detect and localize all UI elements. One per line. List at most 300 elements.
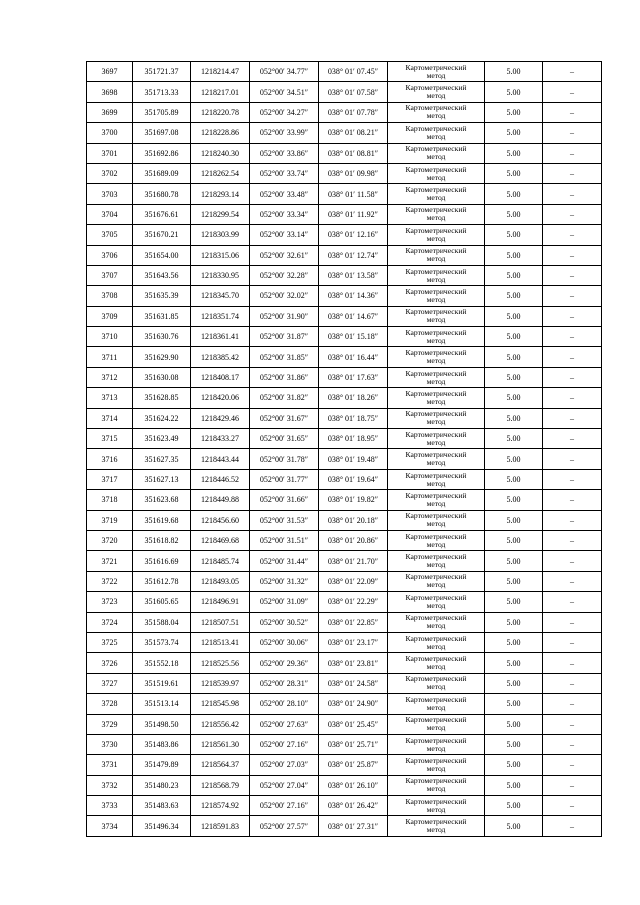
method-cell	[388, 306, 485, 326]
point-number-cell: 3699	[87, 102, 133, 122]
y-coordinate-cell: 1218564.37	[191, 755, 250, 775]
longitude-cell: 038° 01′ 07.45″	[319, 62, 388, 82]
longitude-cell: 038° 01′ 24.58″	[319, 673, 388, 693]
table-row	[87, 286, 602, 306]
method-line-2: метод	[426, 763, 446, 773]
point-number-cell: 3734	[87, 816, 133, 836]
accuracy-cell: 5.00	[485, 143, 543, 163]
x-coordinate-cell: 351573.74	[133, 632, 191, 652]
latitude-cell: 052°00′ 34.77″	[250, 62, 319, 82]
y-coordinate-cell: 1218345.70	[191, 286, 250, 306]
x-coordinate-cell: 351721.37	[133, 62, 191, 82]
y-coordinate-cell: 1218214.47	[191, 62, 250, 82]
latitude-cell: 052°00′ 31.65″	[250, 429, 319, 449]
table-row	[87, 551, 602, 571]
description-cell: –	[543, 449, 602, 469]
x-coordinate-cell: 351627.13	[133, 469, 191, 489]
method-line-1: Картометрический	[405, 307, 467, 317]
accuracy-cell: 5.00	[485, 82, 543, 102]
longitude-cell: 038° 01′ 18.95″	[319, 429, 388, 449]
table-row	[87, 204, 602, 224]
method-cell	[388, 694, 485, 714]
latitude-cell: 052°00′ 30.52″	[250, 612, 319, 632]
longitude-cell: 038° 01′ 08.81″	[319, 143, 388, 163]
method-line-2: метод	[426, 437, 446, 447]
longitude-cell: 038° 01′ 18.75″	[319, 408, 388, 428]
description-cell: –	[543, 592, 602, 612]
accuracy-cell: 5.00	[485, 551, 543, 571]
x-coordinate-cell: 351630.08	[133, 367, 191, 387]
point-number-cell: 3718	[87, 490, 133, 510]
description-cell: –	[543, 510, 602, 530]
table-row	[87, 265, 602, 285]
method-cell	[388, 571, 485, 591]
y-coordinate-cell: 1218351.74	[191, 306, 250, 326]
y-coordinate-cell: 1218299.54	[191, 204, 250, 224]
method-cell	[388, 755, 485, 775]
point-number-cell: 3710	[87, 327, 133, 347]
method-cell	[388, 102, 485, 122]
latitude-cell: 052°00′ 34.27″	[250, 102, 319, 122]
y-coordinate-cell: 1218456.60	[191, 510, 250, 530]
x-coordinate-cell: 351498.50	[133, 714, 191, 734]
method-line-2: метод	[426, 825, 446, 835]
y-coordinate-cell: 1218449.88	[191, 490, 250, 510]
description-cell: –	[543, 734, 602, 754]
latitude-cell: 052°00′ 27.57″	[250, 816, 319, 836]
method-line-2: метод	[426, 111, 446, 121]
method-line-1: Картометрический	[405, 164, 467, 174]
method-cell	[388, 469, 485, 489]
method-line-1: Картометрический	[405, 470, 467, 480]
point-number-cell: 3715	[87, 429, 133, 449]
point-number-cell: 3727	[87, 673, 133, 693]
longitude-cell: 038° 01′ 26.42″	[319, 796, 388, 816]
accuracy-cell: 5.00	[485, 510, 543, 530]
description-cell: –	[543, 408, 602, 428]
method-line-1: Картометрический	[405, 674, 467, 684]
description-cell: –	[543, 204, 602, 224]
y-coordinate-cell: 1218303.99	[191, 225, 250, 245]
table-row	[87, 571, 602, 591]
description-cell: –	[543, 796, 602, 816]
method-cell	[388, 388, 485, 408]
description-cell: –	[543, 62, 602, 82]
accuracy-cell: 5.00	[485, 306, 543, 326]
y-coordinate-cell: 1218262.54	[191, 163, 250, 183]
y-coordinate-cell: 1218485.74	[191, 551, 250, 571]
point-number-cell: 3723	[87, 592, 133, 612]
longitude-cell: 038° 01′ 07.78″	[319, 102, 388, 122]
latitude-cell: 052°00′ 32.28″	[250, 265, 319, 285]
table-row	[87, 245, 602, 265]
accuracy-cell: 5.00	[485, 592, 543, 612]
method-line-2: метод	[426, 621, 446, 631]
x-coordinate-cell: 351628.85	[133, 388, 191, 408]
accuracy-cell: 5.00	[485, 796, 543, 816]
longitude-cell: 038° 01′ 13.58″	[319, 265, 388, 285]
description-cell: –	[543, 143, 602, 163]
accuracy-cell: 5.00	[485, 530, 543, 550]
longitude-cell: 038° 01′ 25.45″	[319, 714, 388, 734]
method-line-2: метод	[426, 417, 446, 427]
y-coordinate-cell: 1218408.17	[191, 367, 250, 387]
point-number-cell: 3716	[87, 449, 133, 469]
longitude-cell: 038° 01′ 16.44″	[319, 347, 388, 367]
longitude-cell: 038° 01′ 17.63″	[319, 367, 388, 387]
point-number-cell: 3707	[87, 265, 133, 285]
table-row	[87, 755, 602, 775]
method-line-2: метод	[426, 131, 446, 141]
x-coordinate-cell: 351496.34	[133, 816, 191, 836]
y-coordinate-cell: 1218507.51	[191, 612, 250, 632]
y-coordinate-cell: 1218574.92	[191, 796, 250, 816]
longitude-cell: 038° 01′ 14.36″	[319, 286, 388, 306]
longitude-cell: 038° 01′ 21.70″	[319, 551, 388, 571]
latitude-cell: 052°00′ 31.53″	[250, 510, 319, 530]
accuracy-cell: 5.00	[485, 347, 543, 367]
description-cell: –	[543, 551, 602, 571]
accuracy-cell: 5.00	[485, 163, 543, 183]
method-cell	[388, 449, 485, 469]
table-row	[87, 347, 602, 367]
longitude-cell: 038° 01′ 25.87″	[319, 755, 388, 775]
accuracy-cell: 5.00	[485, 571, 543, 591]
method-line-2: метод	[426, 172, 446, 182]
y-coordinate-cell: 1218220.78	[191, 102, 250, 122]
table-row	[87, 143, 602, 163]
table-row	[87, 592, 602, 612]
point-number-cell: 3703	[87, 184, 133, 204]
y-coordinate-cell: 1218568.79	[191, 775, 250, 795]
point-number-cell: 3708	[87, 286, 133, 306]
table-row	[87, 429, 602, 449]
method-line-1: Картометрический	[405, 62, 467, 72]
method-cell	[388, 592, 485, 612]
latitude-cell: 052°00′ 32.02″	[250, 286, 319, 306]
latitude-cell: 052°00′ 27.16″	[250, 796, 319, 816]
method-line-1: Картометрический	[405, 409, 467, 419]
x-coordinate-cell: 351612.78	[133, 571, 191, 591]
longitude-cell: 038° 01′ 22.09″	[319, 571, 388, 591]
x-coordinate-cell: 351676.61	[133, 204, 191, 224]
y-coordinate-cell: 1218591.83	[191, 816, 250, 836]
x-coordinate-cell: 351519.61	[133, 673, 191, 693]
method-line-1: Картометрический	[405, 327, 467, 337]
method-cell	[388, 714, 485, 734]
accuracy-cell: 5.00	[485, 265, 543, 285]
longitude-cell: 038° 01′ 12.74″	[319, 245, 388, 265]
table-row	[87, 327, 602, 347]
latitude-cell: 052°00′ 31.86″	[250, 367, 319, 387]
longitude-cell: 038° 01′ 27.31″	[319, 816, 388, 836]
latitude-cell: 052°00′ 33.74″	[250, 163, 319, 183]
x-coordinate-cell: 351483.86	[133, 734, 191, 754]
method-line-1: Картометрический	[405, 654, 467, 664]
method-line-2: метод	[426, 498, 446, 508]
table-row	[87, 673, 602, 693]
latitude-cell: 052°00′ 31.51″	[250, 530, 319, 550]
longitude-cell: 038° 01′ 24.90″	[319, 694, 388, 714]
accuracy-cell: 5.00	[485, 653, 543, 673]
latitude-cell: 052°00′ 31.77″	[250, 469, 319, 489]
x-coordinate-cell: 351616.69	[133, 551, 191, 571]
point-number-cell: 3712	[87, 367, 133, 387]
method-cell	[388, 82, 485, 102]
point-number-cell: 3701	[87, 143, 133, 163]
longitude-cell: 038° 01′ 07.58″	[319, 82, 388, 102]
x-coordinate-cell: 351618.82	[133, 530, 191, 550]
x-coordinate-cell: 351623.68	[133, 490, 191, 510]
method-line-1: Картометрический	[405, 144, 467, 154]
method-line-1: Картометрический	[405, 715, 467, 725]
y-coordinate-cell: 1218545.98	[191, 694, 250, 714]
method-cell	[388, 673, 485, 693]
method-line-1: Картометрический	[405, 450, 467, 460]
method-line-1: Картометрический	[405, 348, 467, 358]
description-cell: –	[543, 469, 602, 489]
y-coordinate-cell: 1218429.46	[191, 408, 250, 428]
method-cell	[388, 225, 485, 245]
x-coordinate-cell: 351605.65	[133, 592, 191, 612]
x-coordinate-cell: 351631.85	[133, 306, 191, 326]
description-cell: –	[543, 123, 602, 143]
point-number-cell: 3713	[87, 388, 133, 408]
method-line-1: Картометрический	[405, 694, 467, 704]
description-cell: –	[543, 286, 602, 306]
table-row	[87, 367, 602, 387]
method-line-2: метод	[426, 356, 446, 366]
method-cell	[388, 265, 485, 285]
description-cell: –	[543, 816, 602, 836]
method-line-2: метод	[426, 152, 446, 162]
description-cell: –	[543, 347, 602, 367]
method-line-1: Картометрический	[405, 123, 467, 133]
latitude-cell: 052°00′ 31.44″	[250, 551, 319, 571]
latitude-cell: 052°00′ 31.32″	[250, 571, 319, 591]
method-line-1: Картометрический	[405, 552, 467, 562]
description-cell: –	[543, 694, 602, 714]
point-number-cell: 3698	[87, 82, 133, 102]
method-cell	[388, 530, 485, 550]
accuracy-cell: 5.00	[485, 408, 543, 428]
description-cell: –	[543, 612, 602, 632]
longitude-cell: 038° 01′ 08.21″	[319, 123, 388, 143]
x-coordinate-cell: 351619.68	[133, 510, 191, 530]
longitude-cell: 038° 01′ 26.10″	[319, 775, 388, 795]
latitude-cell: 052°00′ 34.51″	[250, 82, 319, 102]
method-line-1: Картометрический	[405, 817, 467, 827]
accuracy-cell: 5.00	[485, 673, 543, 693]
x-coordinate-cell: 351692.86	[133, 143, 191, 163]
description-cell: –	[543, 388, 602, 408]
table-row	[87, 184, 602, 204]
method-line-2: метод	[426, 315, 446, 325]
y-coordinate-cell: 1218525.56	[191, 653, 250, 673]
point-number-cell: 3706	[87, 245, 133, 265]
longitude-cell: 038° 01′ 19.82″	[319, 490, 388, 510]
method-cell	[388, 429, 485, 449]
y-coordinate-cell: 1218293.14	[191, 184, 250, 204]
method-line-2: метод	[426, 274, 446, 284]
method-line-1: Картометрический	[405, 103, 467, 113]
accuracy-cell: 5.00	[485, 449, 543, 469]
table-row	[87, 775, 602, 795]
longitude-cell: 038° 01′ 23.81″	[319, 653, 388, 673]
method-line-1: Картометрический	[405, 490, 467, 500]
method-line-1: Картометрический	[405, 796, 467, 806]
latitude-cell: 052°00′ 30.06″	[250, 632, 319, 652]
point-number-cell: 3705	[87, 225, 133, 245]
longitude-cell: 038° 01′ 23.17″	[319, 632, 388, 652]
method-line-2: метод	[426, 519, 446, 529]
accuracy-cell: 5.00	[485, 775, 543, 795]
method-line-2: метод	[426, 662, 446, 672]
method-cell	[388, 286, 485, 306]
x-coordinate-cell: 351513.14	[133, 694, 191, 714]
point-number-cell: 3728	[87, 694, 133, 714]
y-coordinate-cell: 1218443.44	[191, 449, 250, 469]
latitude-cell: 052°00′ 33.14″	[250, 225, 319, 245]
method-line-2: метод	[426, 70, 446, 80]
point-number-cell: 3726	[87, 653, 133, 673]
method-cell	[388, 245, 485, 265]
coordinates-table	[86, 61, 602, 837]
table-row	[87, 612, 602, 632]
table-row	[87, 490, 602, 510]
table-row	[87, 632, 602, 652]
longitude-cell: 038° 01′ 20.86″	[319, 530, 388, 550]
latitude-cell: 052°00′ 27.03″	[250, 755, 319, 775]
table-row	[87, 530, 602, 550]
longitude-cell: 038° 01′ 25.71″	[319, 734, 388, 754]
accuracy-cell: 5.00	[485, 204, 543, 224]
accuracy-cell: 5.00	[485, 102, 543, 122]
point-number-cell: 3700	[87, 123, 133, 143]
point-number-cell: 3697	[87, 62, 133, 82]
y-coordinate-cell: 1218493.05	[191, 571, 250, 591]
method-line-2: метод	[426, 702, 446, 712]
longitude-cell: 038° 01′ 19.48″	[319, 449, 388, 469]
table-row	[87, 123, 602, 143]
x-coordinate-cell: 351643.56	[133, 265, 191, 285]
table-row	[87, 225, 602, 245]
method-line-1: Картометрический	[405, 511, 467, 521]
latitude-cell: 052°00′ 33.86″	[250, 143, 319, 163]
point-number-cell: 3731	[87, 755, 133, 775]
table-row	[87, 714, 602, 734]
table-row	[87, 82, 602, 102]
x-coordinate-cell: 351713.33	[133, 82, 191, 102]
longitude-cell: 038° 01′ 18.26″	[319, 388, 388, 408]
y-coordinate-cell: 1218420.06	[191, 388, 250, 408]
table-row	[87, 816, 602, 836]
method-line-1: Картометрический	[405, 388, 467, 398]
latitude-cell: 052°00′ 28.10″	[250, 694, 319, 714]
latitude-cell: 052°00′ 33.34″	[250, 204, 319, 224]
latitude-cell: 052°00′ 32.61″	[250, 245, 319, 265]
description-cell: –	[543, 367, 602, 387]
accuracy-cell: 5.00	[485, 429, 543, 449]
method-line-2: метод	[426, 376, 446, 386]
table-row	[87, 306, 602, 326]
y-coordinate-cell: 1218315.06	[191, 245, 250, 265]
method-line-2: метод	[426, 458, 446, 468]
method-line-2: метод	[426, 580, 446, 590]
method-cell	[388, 62, 485, 82]
y-coordinate-cell: 1218513.41	[191, 632, 250, 652]
method-line-1: Картометрический	[405, 776, 467, 786]
table-row	[87, 408, 602, 428]
method-line-1: Картометрический	[405, 613, 467, 623]
y-coordinate-cell: 1218240.30	[191, 143, 250, 163]
method-line-1: Картометрический	[405, 286, 467, 296]
point-number-cell: 3717	[87, 469, 133, 489]
latitude-cell: 052°00′ 31.09″	[250, 592, 319, 612]
longitude-cell: 038° 01′ 11.92″	[319, 204, 388, 224]
description-cell: –	[543, 714, 602, 734]
description-cell: –	[543, 653, 602, 673]
method-line-2: метод	[426, 743, 446, 753]
description-cell: –	[543, 490, 602, 510]
y-coordinate-cell: 1218469.68	[191, 530, 250, 550]
x-coordinate-cell: 351630.76	[133, 327, 191, 347]
point-number-cell: 3732	[87, 775, 133, 795]
accuracy-cell: 5.00	[485, 367, 543, 387]
x-coordinate-cell: 351705.89	[133, 102, 191, 122]
point-number-cell: 3724	[87, 612, 133, 632]
latitude-cell: 052°00′ 28.31″	[250, 673, 319, 693]
accuracy-cell: 5.00	[485, 694, 543, 714]
point-number-cell: 3711	[87, 347, 133, 367]
method-cell	[388, 653, 485, 673]
y-coordinate-cell: 1218217.01	[191, 82, 250, 102]
method-cell	[388, 796, 485, 816]
method-cell	[388, 123, 485, 143]
method-cell	[388, 204, 485, 224]
longitude-cell: 038° 01′ 11.58″	[319, 184, 388, 204]
description-cell: –	[543, 755, 602, 775]
method-line-2: метод	[426, 682, 446, 692]
y-coordinate-cell: 1218496.91	[191, 592, 250, 612]
x-coordinate-cell: 351624.22	[133, 408, 191, 428]
latitude-cell: 052°00′ 31.67″	[250, 408, 319, 428]
table-row	[87, 796, 602, 816]
accuracy-cell: 5.00	[485, 123, 543, 143]
y-coordinate-cell: 1218330.95	[191, 265, 250, 285]
method-line-2: метод	[426, 335, 446, 345]
x-coordinate-cell: 351623.49	[133, 429, 191, 449]
accuracy-cell: 5.00	[485, 184, 543, 204]
accuracy-cell: 5.00	[485, 286, 543, 306]
method-cell	[388, 163, 485, 183]
description-cell: –	[543, 82, 602, 102]
longitude-cell: 038° 01′ 12.16″	[319, 225, 388, 245]
method-line-2: метод	[426, 784, 446, 794]
method-line-2: метод	[426, 600, 446, 610]
method-cell	[388, 143, 485, 163]
method-line-2: метод	[426, 641, 446, 651]
method-line-1: Картометрический	[405, 266, 467, 276]
method-line-1: Картометрический	[405, 531, 467, 541]
accuracy-cell: 5.00	[485, 388, 543, 408]
accuracy-cell: 5.00	[485, 245, 543, 265]
table-row	[87, 449, 602, 469]
method-line-2: метод	[426, 193, 446, 203]
y-coordinate-cell: 1218556.42	[191, 714, 250, 734]
method-line-1: Картометрический	[405, 368, 467, 378]
accuracy-cell: 5.00	[485, 327, 543, 347]
